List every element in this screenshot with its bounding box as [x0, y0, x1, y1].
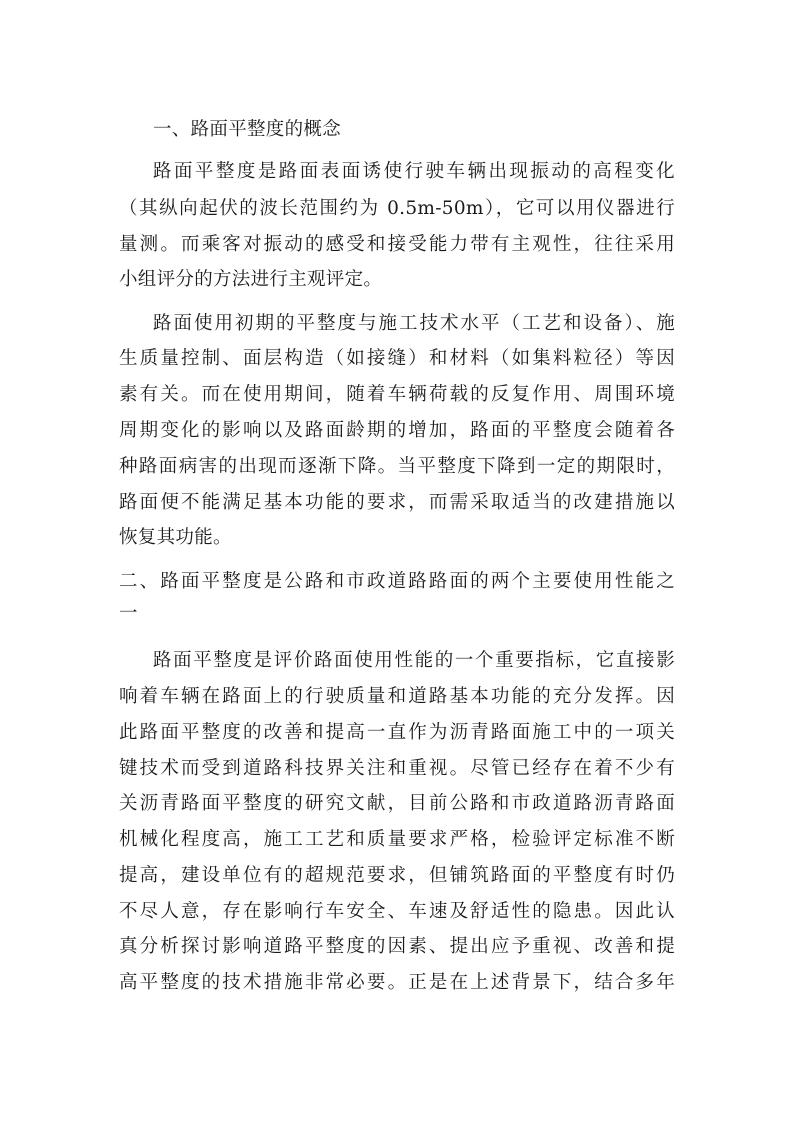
paragraph-1-line-4: 小组评分的方法进行主观评定。 [119, 269, 383, 290]
paragraph-3-line-5: 关沥青路面平整度的研究文献，目前公路和市政道路沥青路面 [119, 793, 675, 814]
paragraph-3-line-10: 高平整度的技术措施非常必要。正是在上述背景下，结合多年 [119, 972, 675, 993]
paragraph-3-line-6: 机械化程度高，施工工艺和质量要求严格，检验评定标准不断 [119, 829, 675, 850]
paragraph-2-line-1: 路面使用初期的平整度与施工技术水平（工艺和设备）、施 [153, 313, 675, 334]
paragraph-3-line-9: 真分析探讨影响道路平整度的因素、提出应予重视、改善和提 [119, 936, 675, 957]
paragraph-3-line-3: 此路面平整度的改善和提高一直作为沥青路面施工中的一项关 [119, 722, 675, 743]
paragraph-3-line-7: 提高，建设单位有的超规范要求，但铺筑路面的平整度有时仍 [119, 865, 675, 886]
section-heading-2-line-1: 二、路面平整度是公路和市政道路路面的两个主要使用性能之 [119, 571, 675, 592]
paragraph-2-line-7: 恢复其功能。 [119, 527, 232, 548]
paragraph-1-line-3: 量测。而乘客对振动的感受和接受能力带有主观性，往往采用 [119, 234, 675, 255]
section-heading-1: 一、路面平整度的概念 [153, 119, 342, 140]
paragraph-2-line-3: 素有关。而在使用期间，随着车辆荷载的反复作用、周围环境 [119, 384, 675, 405]
paragraph-1-line-1: 路面平整度是路面表面诱使行驶车辆出现振动的高程变化 [153, 161, 675, 182]
paragraph-2-line-6: 路面便不能满足基本功能的要求，而需采取适当的改建措施以 [119, 492, 675, 513]
paragraph-2-line-4: 周期变化的影响以及路面龄期的增加，路面的平整度会随着各 [119, 420, 675, 441]
paragraph-3-line-2: 响着车辆在路面上的行驶质量和道路基本功能的充分发挥。因 [119, 686, 675, 707]
paragraph-2-line-5: 种路面病害的出现而逐渐下降。当平整度下降到一定的期限时， [119, 456, 675, 477]
paragraph-3-line-8: 不尽人意，存在影响行车安全、车速及舒适性的隐患。因此认 [119, 901, 675, 922]
paragraph-3-line-4: 键技术而受到道路科技界关注和重视。尽管已经存在着不少有 [119, 758, 675, 779]
paragraph-3-line-1: 路面平整度是评价路面使用性能的一个重要指标，它直接影 [153, 650, 675, 671]
paragraph-2-line-2: 生质量控制、面层构造（如接缝）和材料（如集料粒径）等因 [119, 348, 675, 369]
paragraph-1-line-2: （其纵向起伏的波长范围约为 0.5m-50m），它可以用仪器进行 [119, 198, 675, 219]
section-heading-2-line-2: 一 [119, 603, 138, 624]
